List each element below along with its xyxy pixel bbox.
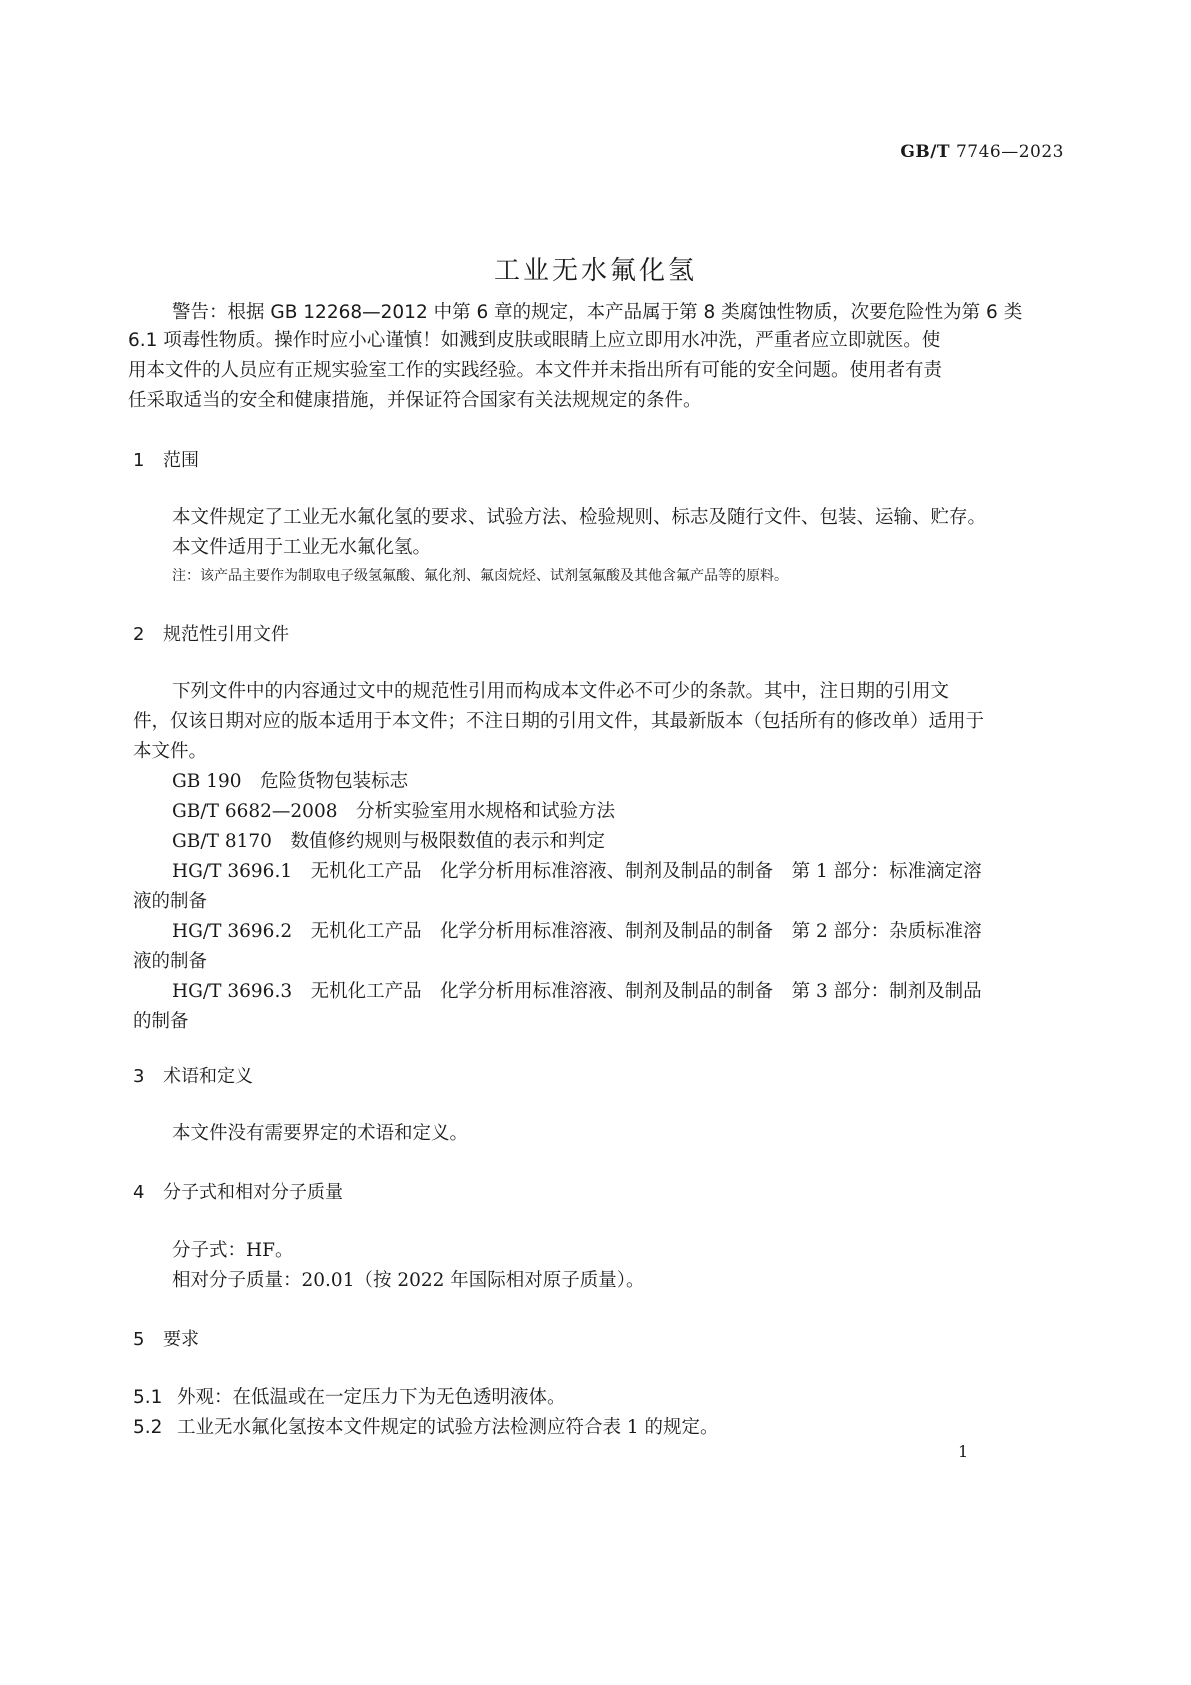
reference-item: [172, 977, 982, 1003]
section-number: 2: [133, 624, 145, 645]
section-number: 5: [133, 1329, 145, 1350]
scope-paragraph-2: 本文件适用于工业无水氟化氢。: [172, 537, 432, 558]
section-title: 范围: [163, 450, 199, 471]
reference-item: [172, 827, 605, 853]
molecular-formula: 分子式：HF。: [172, 1240, 294, 1261]
scope-note: 注：该产品主要作为制取电子级氢氟酸、氟化剂、氟卤烷烃、试剂氢氟酸及其他含氟产品等的原料。: [172, 568, 788, 584]
clause-number: 5.1: [133, 1387, 163, 1408]
section-number: 1: [133, 450, 145, 471]
molecular-mass: 相对分子质量：20.01（按 2022 年国际相对原子质量）。: [172, 1270, 645, 1291]
section-2-heading: [133, 620, 289, 646]
reference-code: HG/T 3696.2: [172, 921, 293, 942]
warning-line-3: 用本文件的人员应有正规实验室工作的实践经验。本文件并未指出所有可能的安全问题。使用者有责: [128, 360, 943, 381]
document-title: 工业无水氟化氢: [493, 256, 697, 286]
clause-text: 外观：在低温或在一定压力下为无色透明液体。: [177, 1387, 566, 1408]
clause-text: 工业无水氟化氢按本文件规定的试验方法检测应符合表 1 的规定。: [177, 1417, 719, 1438]
section-3-heading: [133, 1062, 253, 1088]
warning-line-2: 6.1 项毒性物质。操作时应小心谨慎！如溅到皮肤或眼睛上应立即用水冲洗，严重者应立即就医。使: [128, 330, 941, 351]
reference-title: 无机化工产品 化学分析用标准溶液、制剂及制品的制备 第 1 部分：标准滴定溶: [310, 861, 982, 882]
standard-number: 7746—2023: [955, 142, 1064, 162]
reference-item: [172, 917, 982, 943]
page-number: 1: [958, 1442, 969, 1461]
requirement-item: [133, 1383, 566, 1409]
reference-code: HG/T 3696.3: [172, 981, 293, 1002]
section-number: 4: [133, 1182, 145, 1203]
section-title: 术语和定义: [163, 1066, 253, 1087]
warning-line-4: 任采取适当的安全和健康措施，并保证符合国家有关法规规定的条件。: [128, 390, 702, 411]
terms-paragraph: 本文件没有需要界定的术语和定义。: [172, 1123, 469, 1144]
clause-number: 5.2: [133, 1417, 163, 1438]
section-title: 要求: [163, 1329, 199, 1350]
reference-title: 危险货物包装标志: [260, 771, 409, 792]
section-title: 分子式和相对分子质量: [163, 1182, 343, 1203]
reference-code: GB 190: [172, 771, 242, 792]
section-title: 规范性引用文件: [163, 624, 289, 645]
warning-line-1: 警告：根据 GB 12268—2012 中第 6 章的规定，本产品属于第 8 类腐蚀性物质，次要危险性为第 6 类: [172, 302, 1023, 323]
standard-code: [900, 142, 1064, 162]
section-4-heading: [133, 1178, 343, 1204]
reference-item: [172, 857, 982, 883]
standard-prefix: GB/T: [900, 142, 951, 162]
reference-continuation: 的制备: [133, 1011, 189, 1032]
reference-title: 数值修约规则与极限数值的表示和判定: [290, 831, 605, 852]
section-1-heading: [133, 446, 199, 472]
reference-title: 无机化工产品 化学分析用标准溶液、制剂及制品的制备 第 2 部分：杂质标准溶: [310, 921, 982, 942]
references-intro-line-1: 下列文件中的内容通过文中的规范性引用而构成本文件必不可少的条款。其中，注日期的引用文: [172, 681, 950, 702]
references-intro-line-2: 件，仅该日期对应的版本适用于本文件；不注日期的引用文件，其最新版本（包括所有的修改单）适用于: [133, 711, 985, 732]
reference-continuation: 液的制备: [133, 951, 208, 972]
reference-item: [172, 797, 615, 823]
references-intro-line-3: 本文件。: [133, 741, 208, 762]
reference-code: GB/T 8170: [172, 831, 272, 852]
reference-title: 无机化工产品 化学分析用标准溶液、制剂及制品的制备 第 3 部分：制剂及制品: [310, 981, 982, 1002]
reference-title: 分析实验室用水规格和试验方法: [356, 801, 616, 822]
reference-continuation: 液的制备: [133, 891, 208, 912]
section-number: 3: [133, 1066, 145, 1087]
requirement-item: [133, 1413, 719, 1439]
reference-code: HG/T 3696.1: [172, 861, 293, 882]
section-5-heading: [133, 1325, 199, 1351]
scope-paragraph-1: 本文件规定了工业无水氟化氢的要求、试验方法、检验规则、标志及随行文件、包装、运输、贮存。: [172, 507, 987, 528]
reference-code: GB/T 6682—2008: [172, 801, 338, 822]
reference-item: [172, 767, 408, 793]
